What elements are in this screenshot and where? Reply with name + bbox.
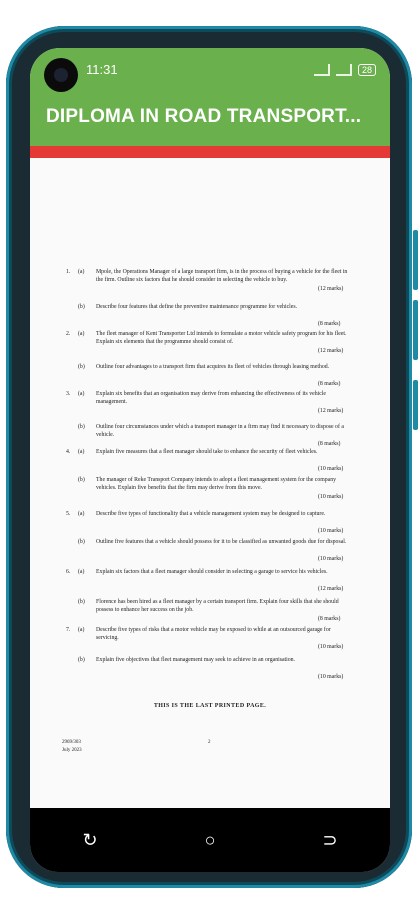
home-icon[interactable]: ○ (204, 829, 216, 850)
app-bar (30, 48, 390, 148)
question-marks: (10 marks) (318, 528, 344, 534)
signal-icon (314, 64, 330, 76)
question-text: Mpole, the Operations Manager of a large transport firm, is in the process of buying a vehicle for the fleet in the firm. Outline six factors that he should consider in selecting the vehicle to buy. (96, 269, 348, 283)
question-marks: (8 marks) (318, 441, 341, 447)
back-icon[interactable]: ⊃ (322, 829, 338, 850)
question-marks: (10 marks) (318, 674, 344, 680)
question-text: Describe five types of risks that a motor vehicle may be exposed to while at an outsourced garage for servicing. (96, 627, 331, 641)
question-part: (b) (78, 599, 85, 605)
document-viewer[interactable] (30, 158, 390, 808)
question-marks: (12 marks) (318, 348, 344, 354)
question-number: 3. (66, 391, 71, 397)
signal-icon-2 (336, 64, 352, 76)
question-number: 4. (66, 449, 71, 455)
question-part: (a) (78, 511, 85, 517)
volume-button (413, 230, 418, 290)
question-number: 7. (66, 627, 71, 633)
question-part: (a) (78, 627, 85, 633)
paper-date: July 2023 (62, 748, 82, 753)
question-part: (a) (78, 269, 85, 275)
page-number: 2 (208, 740, 211, 745)
power-button (413, 380, 418, 430)
last-page-note: THIS IS THE LAST PRINTED PAGE. (153, 703, 267, 709)
recents-icon[interactable]: ↻ (82, 829, 98, 850)
question-marks: (8 marks) (318, 321, 341, 327)
question-text: Explain five objectives that fleet management may seek to achieve in an organisation. (96, 657, 296, 663)
status-icons (314, 64, 376, 76)
question-part: (b) (78, 539, 85, 545)
camera-cutout (44, 58, 78, 92)
question-marks: (10 marks) (318, 466, 344, 472)
status-time: 11:31 (86, 62, 118, 77)
question-text: Describe five types of functionality that a vehicle management system may be designed to capture. (96, 511, 326, 517)
system-nav-bar (30, 808, 390, 872)
question-text: The fleet manager of Kent Transporter Ltd intends to formulate a motor vehicle safety program for his fleet. Explain six elements that the programme should consist of. (96, 331, 347, 345)
question-text: Describe four features that define the preventive maintenance programme for vehicles. (96, 304, 298, 310)
question-part: (b) (78, 364, 85, 370)
paper-code: 2969/303 (62, 740, 81, 745)
question-part: (a) (78, 449, 85, 455)
question-marks: (10 marks) (318, 644, 344, 650)
question-marks: (8 marks) (318, 616, 341, 622)
accent-bar (30, 146, 390, 158)
question-part: (b) (78, 477, 85, 483)
question-number: 2. (66, 331, 71, 337)
volume-button-2 (413, 300, 418, 360)
battery-icon: 28 (358, 64, 376, 76)
question-marks: (12 marks) (318, 408, 344, 414)
question-text: Explain six factors that a fleet manager should consider in selecting a garage to service his vehicles. (96, 569, 328, 575)
question-part: (b) (78, 424, 85, 430)
question-text: Outline four advantages to a transport firm that acquires its fleet of vehicles through leasing method. (96, 364, 330, 370)
question-marks: (8 marks) (318, 381, 341, 387)
exam-page (30, 158, 390, 808)
question-part: (a) (78, 331, 85, 337)
question-part: (a) (78, 569, 85, 575)
question-marks: (10 marks) (318, 494, 344, 500)
question-marks: (10 marks) (318, 556, 344, 562)
question-number: 1. (66, 269, 71, 275)
question-marks: (12 marks) (318, 586, 344, 592)
question-part: (b) (78, 657, 85, 663)
question-text: Outline four circumstances under which a transport manager in a firm may find it necessary to dispose of a vehicle. (96, 424, 344, 438)
question-text: The manager of Reke Transport Company intends to adopt a fleet management system for the company vehicles. Explain five benefits that the firm may derive from this move. (96, 477, 337, 491)
question-text: Explain five measures that a fleet manager should take to enhance the security of fleet vehicles. (96, 449, 318, 455)
question-text: Florence has been hired as a fleet manager by a certain transport firm. Explain four skills that she should possess to enhance her success on the job. (96, 599, 339, 613)
question-part: (b) (78, 304, 85, 310)
question-marks: (12 marks) (318, 286, 344, 292)
question-text: Explain six benefits that an organisation may derive from enhancing the effectiveness of its vehicle management. (96, 391, 326, 405)
screen (30, 48, 390, 872)
question-part: (a) (78, 391, 85, 397)
page-title: DIPLOMA IN ROAD TRANSPORT... (46, 106, 362, 127)
question-number: 5. (66, 511, 71, 517)
question-text: Outline five features that a vehicle should possess for it to be classified as unwanted goods due for disposal. (96, 539, 347, 545)
question-number: 6. (66, 569, 71, 575)
